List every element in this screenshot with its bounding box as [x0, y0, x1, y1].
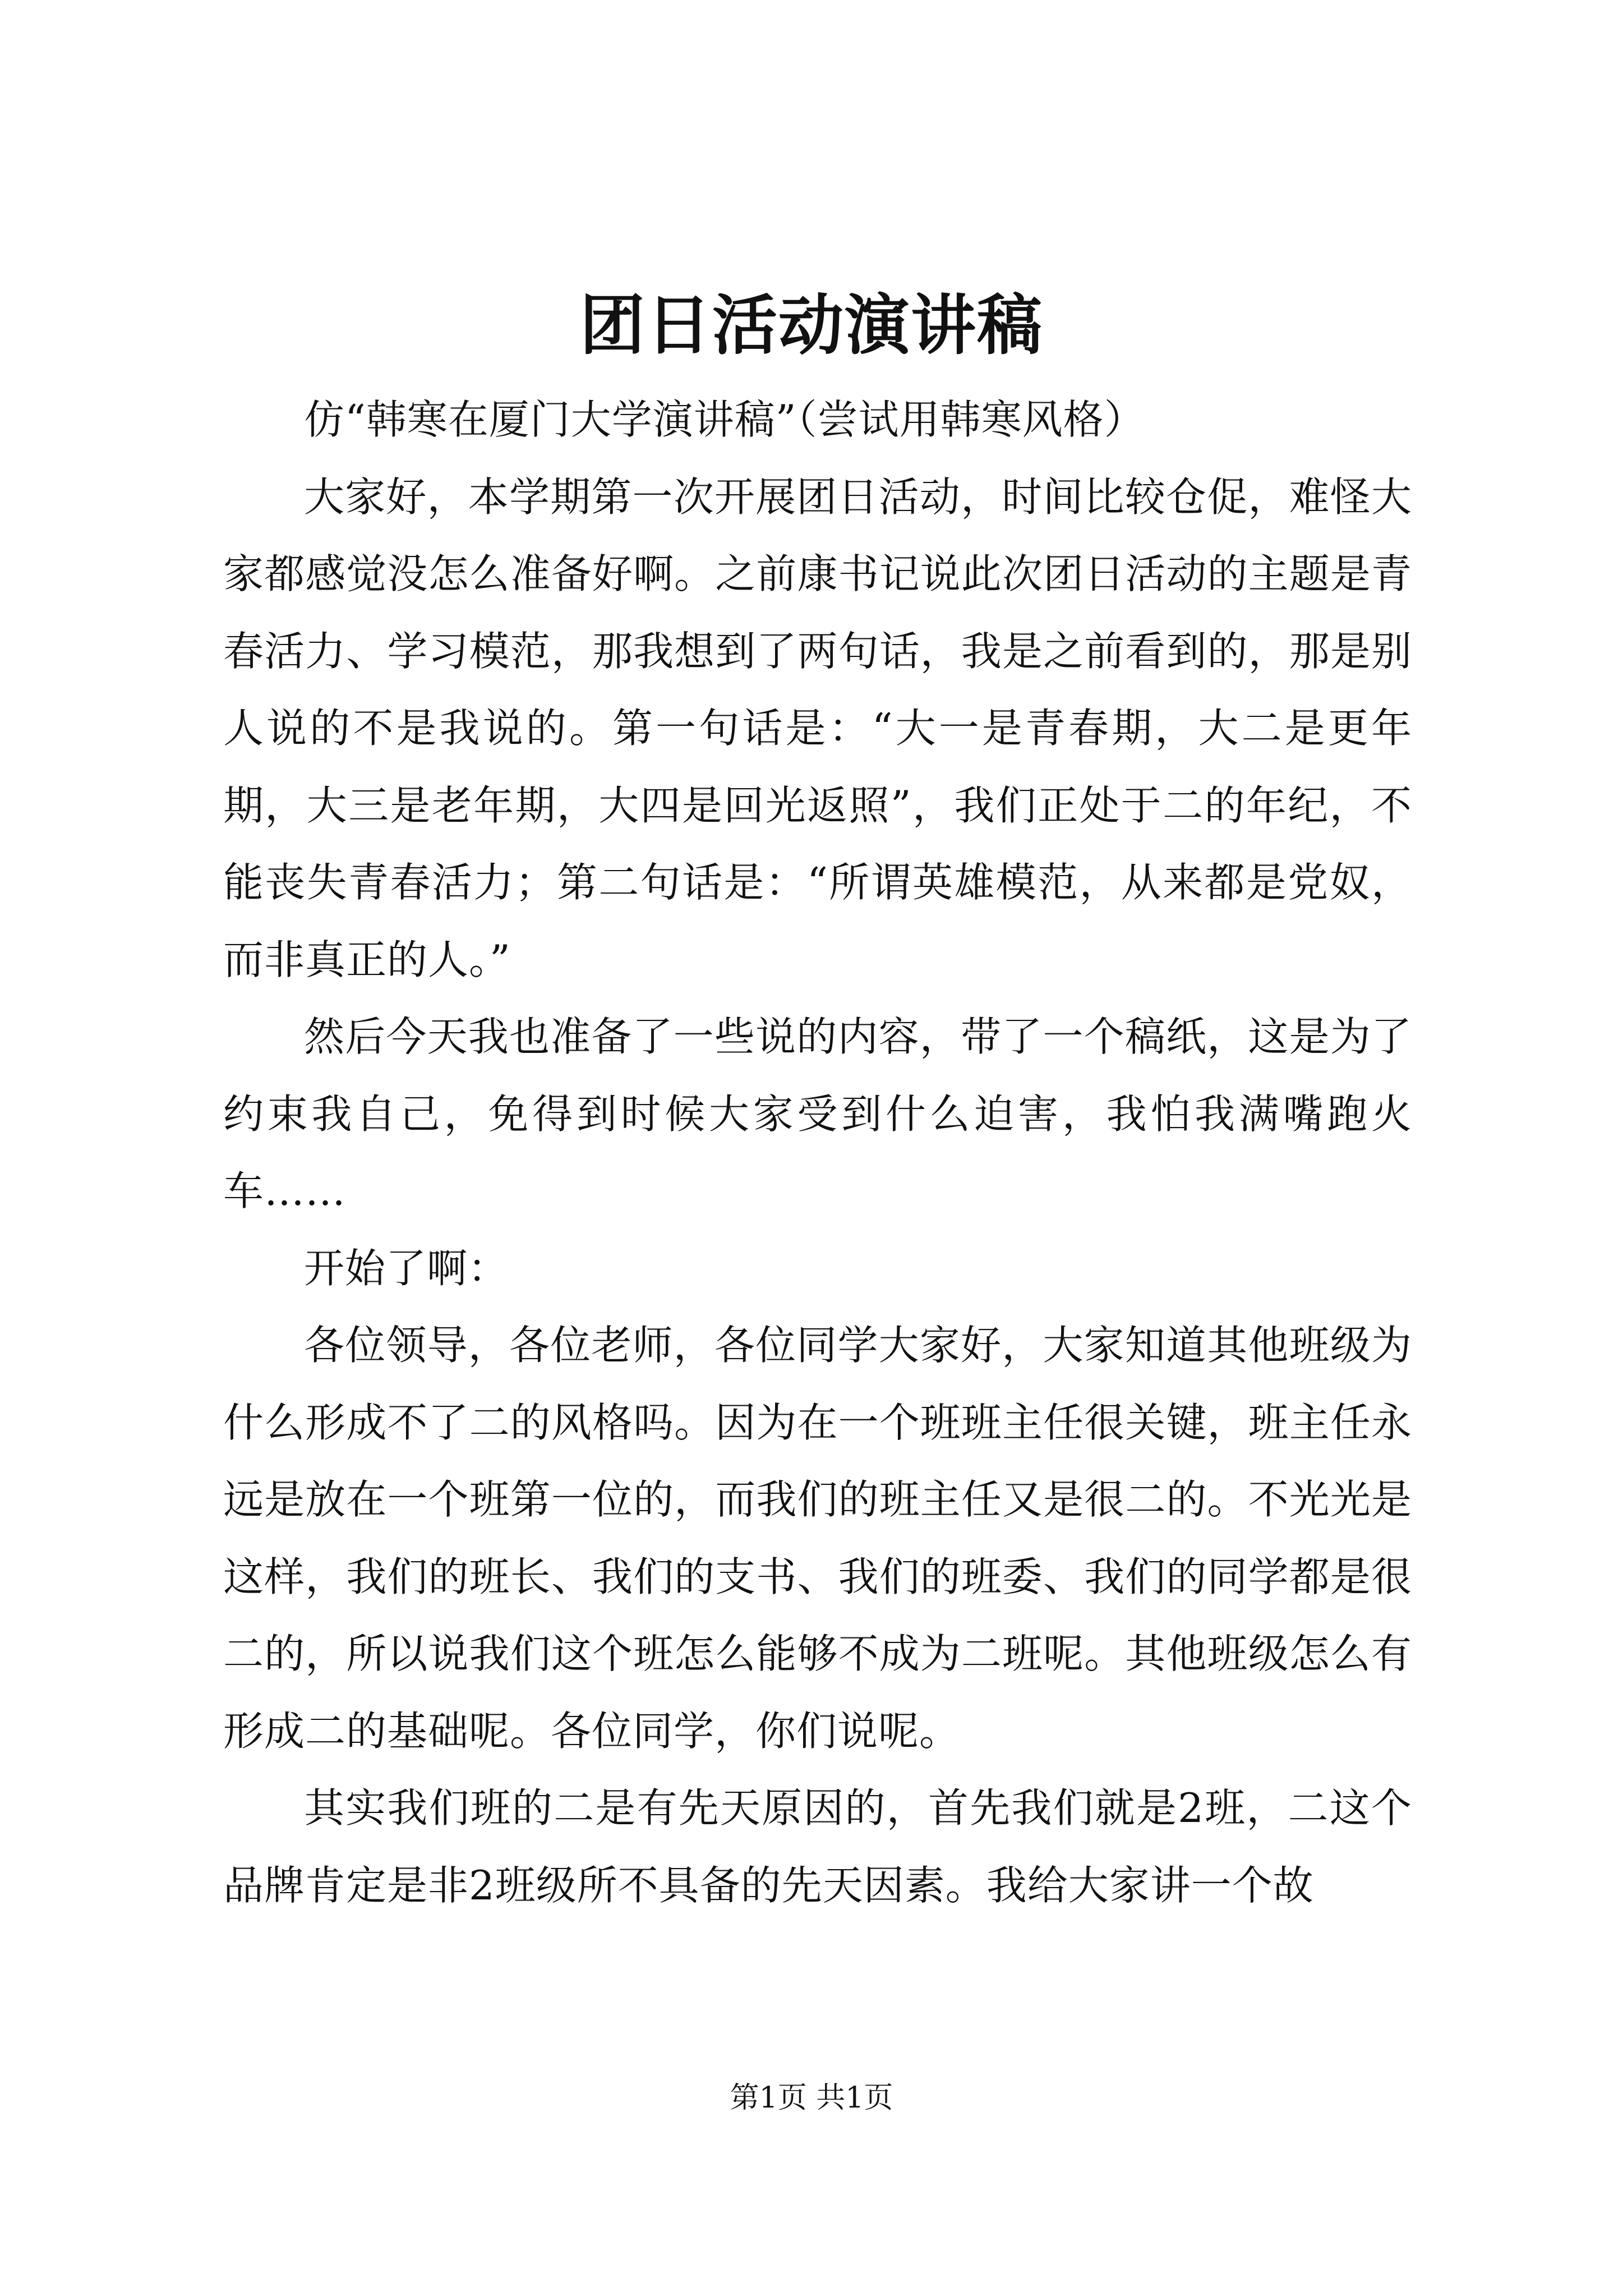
page-footer: 第1页 共1页 — [730, 2081, 893, 2115]
paragraph: 各位领导，各位老师，各位同学大家好，大家知道其他班级为什么形成不了二的风格吗。因为在一个班班主任很关键，班主任永远是放在一个班第一位的，而我们的班主任又是很二的。不光光是这样，我们的班长、我们的支书、我们的班委、我们的同学都是很二的，所以说我们这个班怎么能够不成为二班呢。其他班级怎么有形成二的基础呢。各位同学，你们说呢。 — [223, 1322, 1412, 1755]
document-body — [223, 381, 1412, 1924]
paragraph: 大家好，本学期第一次开展团日活动，时间比较仓促，难怪大家都感觉没怎么准备好啊。之前康书记说此次团日活动的主题是青春活力、学习模范，那我想到了两句话，我是之前看到的，那是别人说的不是我说的。第一句话是：“大一是青春期，大二是更年期，大三是老年期，大四是回光返照”，我们正处于二的年纪，不能丧失青春活力；第二句话是：“所谓英雄模范，从来都是党奴，而非真正的人。” — [223, 473, 1412, 983]
paragraph: 其实我们班的二是有先天原因的，首先我们就是2班，二这个品牌肯定是非2班级所不具备的先天因素。我给大家讲一个故 — [223, 1784, 1412, 1909]
paragraph: 开始了啊： — [304, 1244, 509, 1292]
paragraph: 然后今天我也准备了一些说的内容，带了一个稿纸，这是为了约束我自己，免得到时候大家受到什么迫害，我怕我满嘴跑火车…… — [223, 1013, 1412, 1214]
paragraph-subtitle: 仿“韩寒在厦门大学演讲稿”（尝试用韩寒风格） — [304, 396, 1145, 443]
document-title: 团日活动演讲稿 — [580, 287, 1043, 364]
